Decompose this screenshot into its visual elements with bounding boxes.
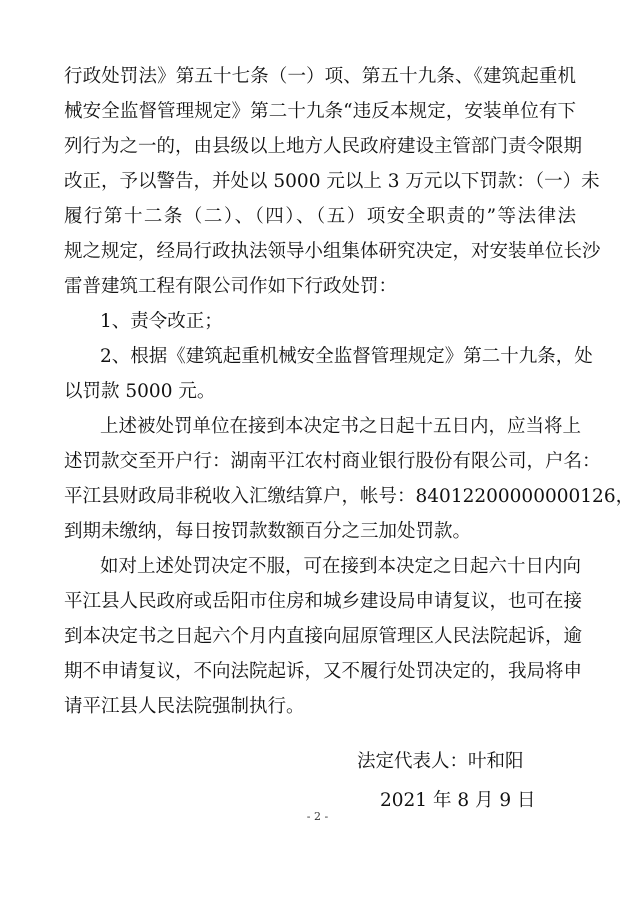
body-line: 到本决定书之日起六个月内直接向屈原管理区人民法院起诉，逾 <box>64 626 583 647</box>
page-number: - 2 - <box>306 810 329 823</box>
body-line: 到期未缴纳，每日按罚款数额百分之三加处罚款。 <box>64 521 472 542</box>
decision-item-1: 1、责令改正； <box>100 311 223 332</box>
body-line: 规之规定，经局行政执法领导小组集体研究决定，对安装单位长沙 <box>64 241 601 262</box>
body-line: 改正，予以警告，并处以 5000 元以上 3 万元以下罚款：（一）未 <box>64 171 600 192</box>
appeal-paragraph-start: 如对上述处罚决定不服，可在接到本决定之日起六十日内向 <box>100 556 582 577</box>
body-line: 平江县财政局非税收入汇缴结算户，帐号：84012200000000126， <box>64 486 635 507</box>
body-line: 述罚款交至开户行：湖南平江农村商业银行股份有限公司，户名： <box>64 451 601 472</box>
body-line: 平江县人民政府或岳阳市住房和城乡建设局申请复议，也可在接 <box>64 591 583 612</box>
body-line: 以罚款 5000 元。 <box>64 381 216 402</box>
body-line: 行政处罚法》第五十七条（一）项、第五十九条、《建筑起重机 <box>64 66 576 87</box>
payment-paragraph-start: 上述被处罚单位在接到本决定书之日起十五日内，应当将上 <box>100 416 582 437</box>
body-line: 期不申请复议，不向法院起诉，又不履行处罚决定的，我局将申 <box>64 661 583 682</box>
document-date: 2021 年 8 月 9 日 <box>380 790 536 811</box>
body-line: 履行第十二条（二）、（四）、（五）项安全职责的”等法律法 <box>64 206 576 227</box>
body-line: 械安全监督管理规定》第二十九条“违反本规定，安装单位有下 <box>64 101 576 122</box>
decision-item-2: 2、根据《建筑起重机械安全监督管理规定》第二十九条，处 <box>100 346 593 367</box>
body-line: 雷普建筑工程有限公司作如下行政处罚： <box>64 276 398 297</box>
legal-representative: 法定代表人：叶和阳 <box>357 751 524 772</box>
body-line: 列行为之一的，由县级以上地方人民政府建设主管部门责令限期 <box>64 136 583 157</box>
body-line: 请平江县人民法院强制执行。 <box>64 696 305 717</box>
